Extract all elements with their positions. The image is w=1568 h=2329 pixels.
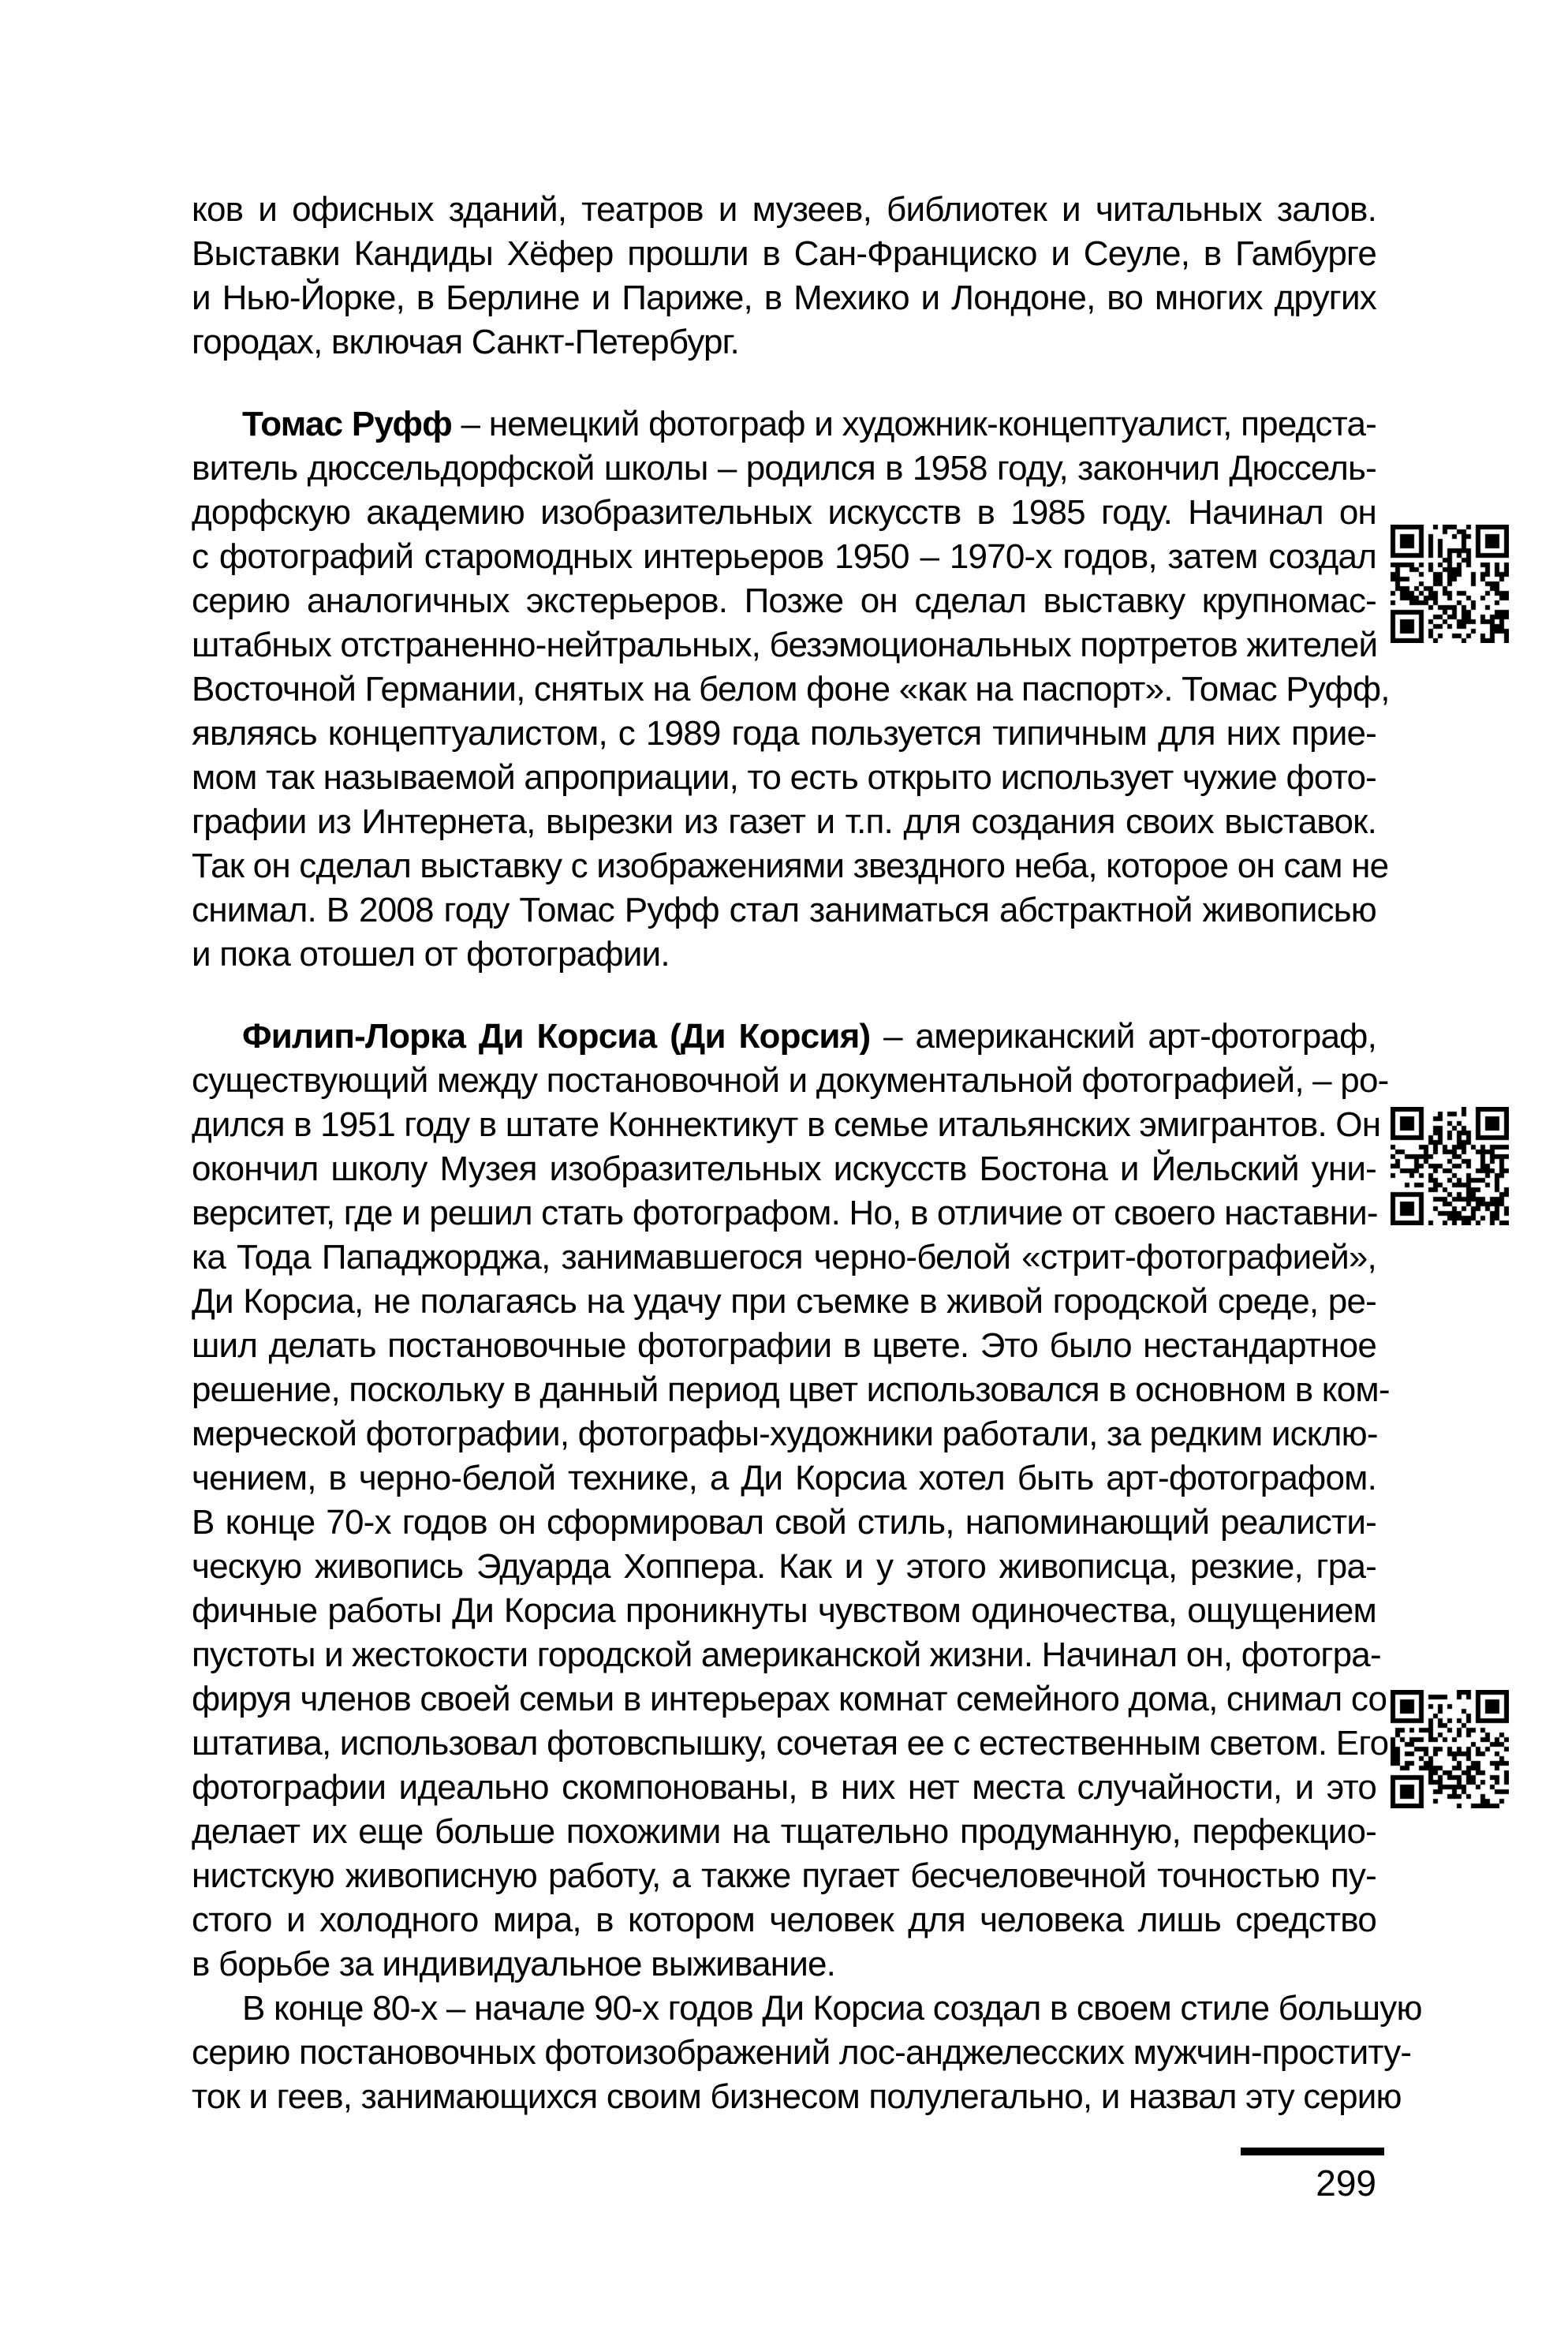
text-line: витель дюссельдорфской школы – родился в 1958 году, закончил Дюссель-	[192, 449, 1376, 488]
page-number: 299	[1316, 2163, 1376, 2204]
paragraph	[192, 402, 1390, 977]
text-line: ков и офисных зданий, театров и музеев, библиотек и читальных залов.	[192, 190, 1376, 229]
text-line: чением, в черно-белой технике, а Ди Корсиа хотел быть арт-фотографом.	[192, 1459, 1376, 1497]
text-line: серию аналогичных экстерьеров. Позже он сделал выставку крупномас-	[192, 581, 1376, 620]
text-line: фотографии идеально скомпонованы, в них нет места случайности, и это	[192, 1768, 1376, 1807]
text-line: в борьбе за индивидуальное выживание.	[192, 1945, 836, 1983]
text-line: штатива, использовал фотовспышку, сочетая ее с естественным светом. Его	[192, 1724, 1389, 1763]
text-line: Восточной Германии, снятых на белом фоне «как на паспорт». Томас Руфф,	[192, 670, 1390, 708]
text-line: ка Тода Пападжорджа, занимавшегося черно-белой «стрит-фотографией»,	[192, 1238, 1376, 1277]
text-line: фичные работы Ди Корсиа проникнуты чувством одиночества, ощущением	[192, 1591, 1376, 1630]
qr-code-2	[1391, 1107, 1509, 1225]
text-line: В конце 70-х годов он сформировал свой стиль, напоминающий реалисти-	[192, 1503, 1376, 1542]
entry-name-bold: Томас Руфф	[242, 405, 452, 443]
text-line	[192, 402, 1376, 447]
entry-lead-text: – немецкий фотограф и художник-концептуалист, предста-	[451, 405, 1377, 443]
text-line: с фотографий старомодных интерьеров 1950 – 1970-х годов, затем создал	[192, 537, 1376, 576]
text-line: делает их еще больше похожими на тщательно продуманную, перфекцио-	[192, 1812, 1376, 1851]
text-line: В конце 80-х – начале 90-х годов Ди Корсиа создал в своем стиле большую	[242, 1989, 1422, 2028]
text-line: окончил школу Музея изобразительных искусств Бостона и Йельский уни-	[192, 1150, 1376, 1188]
text-line: фируя членов своей семьи в интерьерах комнат семейного дома, снимал со	[192, 1680, 1387, 1718]
text-line: являясь концептуалистом, с 1989 года пользуется типичным для них прие-	[192, 714, 1376, 753]
text-line: нистскую живописную работу, а также пугает бесчеловечной точностью пу-	[192, 1856, 1376, 1895]
entry-lead-text: – американский арт-фотограф,	[870, 1017, 1376, 1056]
entry-name-bold: Филип-Лорка Ди Корсиа (Ди Корсия)	[242, 1017, 871, 1056]
text-line: Выставки Кандиды Хёфер прошли в Сан-Франциско и Сеуле, в Гамбурге	[192, 234, 1376, 273]
text-block	[192, 188, 1422, 2119]
paragraph	[192, 188, 1376, 364]
text-line: серию постановочных фотоизображений лос-анджелесских мужчин-проститу-	[192, 2033, 1412, 2072]
text-line: штабных отстраненно-нейтральных, безэмоциональных портретов жителей	[192, 626, 1378, 664]
text-line: снимал. В 2008 году Томас Руфф стал заниматься абстрактной живописью	[192, 891, 1376, 929]
text-line: дорфскую академию изобразительных искусств в 1985 году. Начинал он	[192, 493, 1376, 532]
text-line: дился в 1951 году в штате Коннектикут в семье итальянских эмигрантов. Он	[192, 1105, 1381, 1144]
qr-code-1	[1391, 525, 1509, 643]
text-line: и пока отошел от фотографии.	[192, 935, 670, 974]
text-line: стого и холодного мира, в котором человек для человека лишь средство	[192, 1901, 1376, 1939]
text-line: решение, поскольку в данный период цвет использовался в основном в ком-	[192, 1370, 1390, 1409]
text-line: мом так называемой апроприации, то есть открыто использует чужие фото-	[192, 758, 1376, 797]
text-line: существующий между постановочной и документальной фотографией, – ро-	[192, 1061, 1389, 1100]
text-line: мерческой фотографии, фотографы-художники работали, за редким исклю-	[192, 1415, 1378, 1453]
text-line: Ди Корсиа, не полагаясь на удачу при съемке в живой городской среде, ре-	[192, 1282, 1376, 1321]
text-line	[192, 1015, 1376, 1059]
text-line: ческую живопись Эдуарда Хоппера. Как и у этого живописца, резкие, гра-	[192, 1547, 1376, 1586]
text-line: пустоты и жестокости городской американской жизни. Начинал он, фотогра-	[192, 1636, 1381, 1674]
text-line: ток и геев, занимающихся своим бизнесом полулегально, и назвал эту серию	[192, 2077, 1402, 2116]
footer-rule	[1241, 2148, 1384, 2155]
text-line: верситет, где и решил стать фотографом. Но, в отличие от своего наставни-	[192, 1194, 1378, 1232]
text-line: Так он сделал выставку с изображениями звездного неба, которое он сам не	[192, 847, 1389, 885]
paragraph	[192, 1987, 1422, 2119]
text-line: шил делать постановочные фотографии в цвете. Это было нестандартное	[192, 1326, 1376, 1365]
text-line: городах, включая Санкт-Петербург.	[192, 323, 739, 361]
text-line: и Нью-Йорке, в Берлине и Париже, в Мехико и Лондоне, во многих других	[192, 279, 1376, 317]
qr-code-3	[1391, 1690, 1509, 1808]
paragraph	[192, 1015, 1390, 1987]
text-line: графии из Интернета, вырезки из газет и т.п. для создания своих выставок.	[192, 802, 1376, 841]
